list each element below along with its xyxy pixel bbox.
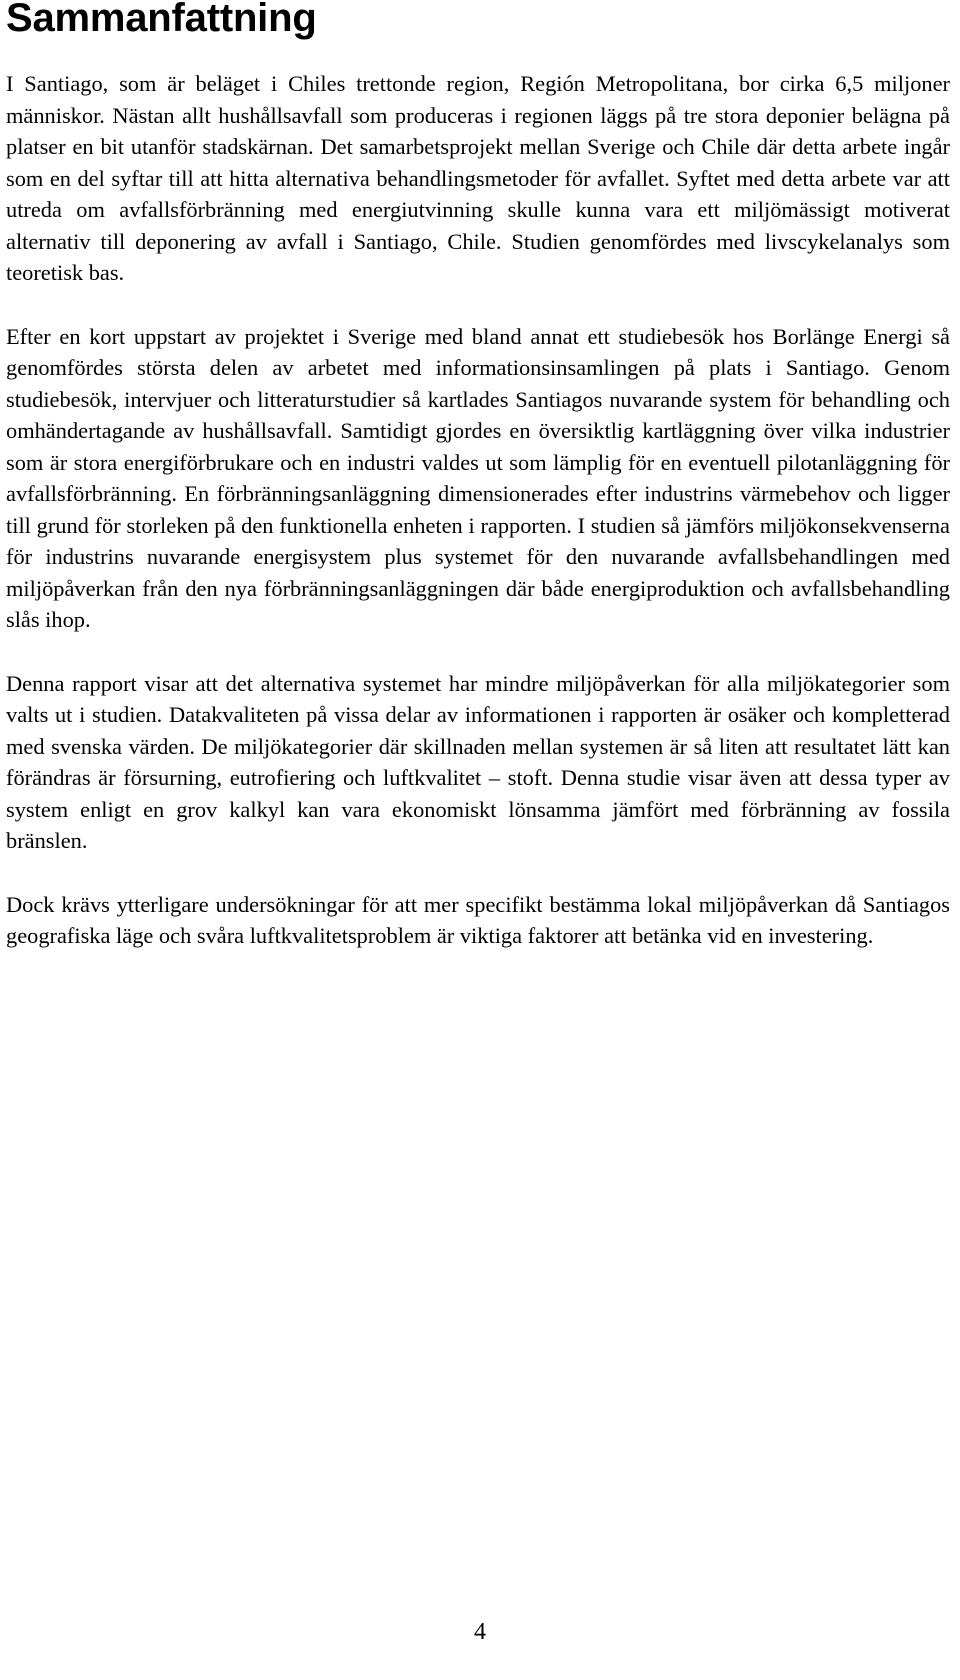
page-number: 4: [474, 1619, 486, 1645]
paragraph-1: I Santiago, som är beläget i Chiles trettonde region, Región Metropolitana, bor cirka 6,5 miljoner människor. Nästan allt hushållsavfall som produceras i regionen läggs på tre stora deponier belägna på platser en bit utanför stadskärnan. Det samarbetsprojekt mellan Sverige och Chile där detta arbete ingår som en del syftar till att hitta alternativa behandlingsmetoder för avfallet. Syftet med detta arbete var att utreda om avfallsförbränning med energiutvinning skulle kunna vara ett miljömässigt motiverat alternativ till deponering av avfall i Santiago, Chile. Studien genomfördes med livscykelanalys som teoretisk bas.: [6, 71, 950, 285]
paragraph-3: Denna rapport visar att det alternativa systemet har mindre miljöpåverkan för alla miljökategorier som valts ut i studien. Datakvaliteten på vissa delar av informationen i rapporten är osäker och kompletterad med svenska värden. De miljökategorier där skillnaden mellan systemen är så liten att resultatet lätt kan förändras är försurning, eutrofiering och luftkvalitet – stoft. Denna studie visar även att dessa typer av system enligt en grov kalkyl kan vara ekonomiskt lönsamma jämfört med förbränning av fossila bränslen.: [6, 670, 950, 853]
summary-body: [6, 68, 950, 984]
paragraph-2: Efter en kort uppstart av projektet i Sverige med bland annat ett studiebesök hos Borlänge Energi så genomfördes största delen av arbetet med informationsinsamlingen på plats i Santiago. Genom studiebesök, intervjuer och litteraturstudier så kartlades Santiagos nuvarande system för behandling och omhändertagande av hushållsavfall. Samtidigt gjordes en översiktlig kartläggning över vilka industrier som är stora energiförbrukare och en industri valdes ut som lämplig för en eventuell pilotanläggning för avfallsförbränning. En förbränningsanläggning dimensionerades efter industrins värmebehov och ligger till grund för storleken på den funktionella enheten i rapporten. I studien så jämförs miljökonsekvenserna för industrins nuvarande energisystem plus systemet för den nuvarande avfallsbehandlingen med miljöpåverkan från den nya förbränningsanläggningen där både energiproduktion och avfallsbehandling slås ihop.: [6, 323, 950, 632]
paragraph-4: Dock krävs ytterligare undersökningar för att mer specifikt bestämma lokal miljöpåverkan då Santiagos geografiska läge och svåra luftkvalitetsproblem är viktiga faktorer att betänka vid en investering.: [6, 891, 950, 948]
page-title: Sammanfattning: [6, 0, 317, 40]
